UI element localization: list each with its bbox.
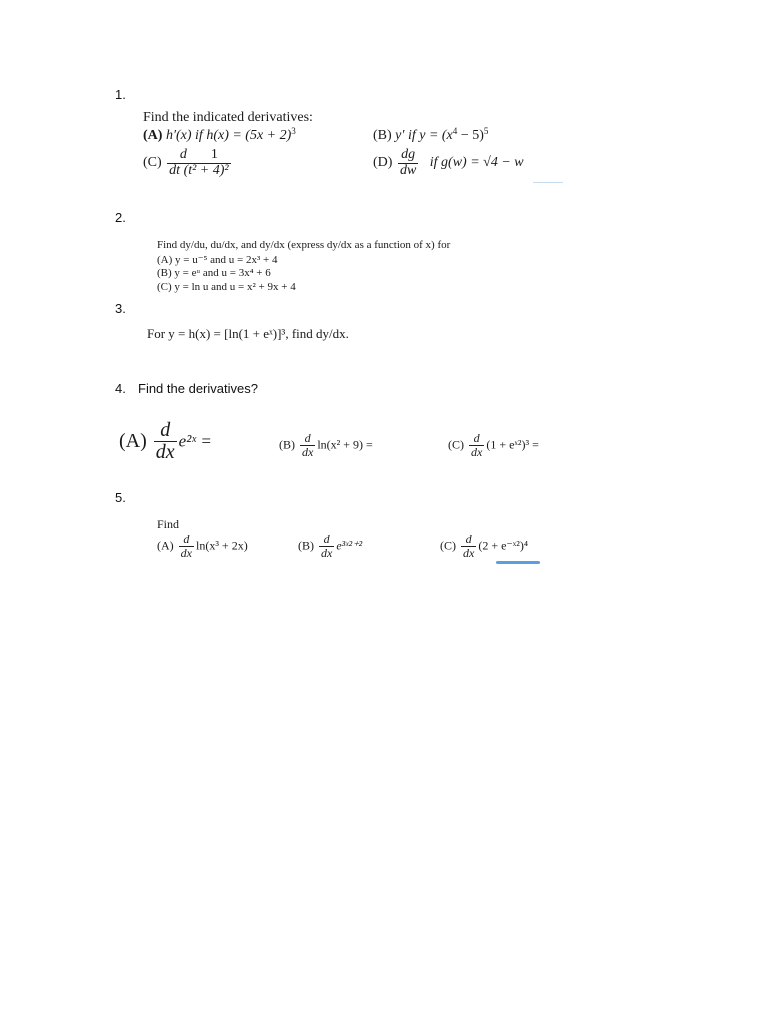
denominator: dx: [321, 545, 333, 560]
denominator: dx: [302, 444, 314, 459]
denominator: dx: [155, 441, 175, 463]
exponent: 4: [452, 126, 458, 136]
denominator: dx: [471, 444, 483, 459]
expression: e³ˣ²⁺²: [336, 538, 363, 553]
denominator-dt: dt: [169, 162, 181, 178]
derivative-fraction: [319, 533, 334, 559]
numerator: d: [323, 532, 330, 546]
problem-4-part-a: [119, 420, 212, 463]
numerator-d: d: [179, 147, 187, 162]
part-label: (C): [440, 538, 456, 553]
part-label: (B): [298, 538, 314, 553]
expression: y′ if y = (x: [395, 128, 453, 143]
expression: (1 + eˣ²)³ =: [486, 437, 539, 452]
numerator: d: [304, 431, 311, 445]
problem-5-part-a: [157, 533, 248, 559]
part-label: (C): [448, 437, 464, 452]
problem-3-text: For y = h(x) = [ln(1 + eˣ)]³, find dy/dx.: [147, 326, 349, 341]
derivative-fraction: [461, 533, 476, 559]
part-label: (B): [373, 128, 392, 143]
part-label: (B): [279, 437, 295, 452]
part-label: (A): [143, 128, 163, 143]
derivative-fraction: [469, 432, 484, 458]
derivative-fraction: [398, 148, 418, 178]
problem-2-part-b: (B) y = eᵘ and u = 3x⁴ + 6: [157, 267, 271, 279]
problem-4-title: Find the derivatives?: [138, 381, 258, 396]
denominator-expr: (t² + 4)²: [183, 162, 229, 178]
derivative-fraction: [300, 432, 315, 458]
problem-2-number: 2.: [115, 210, 126, 225]
denominator: dx: [180, 545, 192, 560]
denominator: dw: [399, 162, 417, 178]
exponent: 5: [483, 126, 489, 136]
numerator: d: [465, 532, 472, 546]
expression: ln(x³ + 2x): [196, 538, 248, 553]
derivative-fraction: [154, 420, 177, 463]
problem-1-part-a: [143, 128, 296, 144]
numerator: d: [160, 419, 171, 441]
part-label: (D): [373, 155, 393, 171]
expression-rest: − 5): [457, 128, 484, 143]
denominator: dx: [463, 545, 475, 560]
expression: e²ˣ =: [178, 431, 212, 451]
problem-4-part-c: [448, 432, 539, 458]
problem-5-part-b: [298, 533, 362, 559]
problem-1-number: 1.: [115, 87, 126, 102]
problem-5-part-c: [440, 533, 528, 559]
blue-underline: [496, 561, 540, 564]
problem-1-heading: Find the indicated derivatives:: [143, 110, 313, 125]
numerator-one: 1: [210, 147, 218, 162]
problem-5-heading: Find: [157, 517, 180, 531]
derivative-fraction: [179, 533, 194, 559]
exponent: 3: [291, 126, 296, 136]
problem-2-heading: Find dy/du, du/dx, and dy/dx (express dy/dx as a function of x) for: [157, 239, 451, 251]
problem-2-part-c: (C) y = ln u and u = x² + 9x + 4: [157, 281, 296, 293]
problem-4-number: 4.: [115, 381, 126, 396]
problem-4-part-b: [279, 432, 373, 458]
derivative-fraction: [167, 148, 230, 178]
expression: h′(x) if h(x) = (5x + 2): [165, 128, 292, 143]
problem-5-number: 5.: [115, 490, 126, 505]
problem-1-part-b: [373, 128, 488, 144]
problem-1-part-d: [373, 148, 524, 178]
part-label: (C): [143, 155, 162, 171]
numerator: d: [183, 532, 190, 546]
problem-2-part-a: (A) y = u⁻⁵ and u = 2x³ + 4: [157, 254, 278, 266]
part-label: (A): [119, 430, 147, 452]
expression: (2 + e⁻ˣ²)⁴: [478, 538, 528, 553]
expression: if g(w) = √4 − w: [429, 155, 524, 171]
problem-3-number: 3.: [115, 301, 126, 316]
part-label: (A): [157, 538, 174, 553]
numerator: d: [473, 431, 480, 445]
faint-underline: [533, 182, 563, 183]
problem-1-part-c: [143, 148, 233, 178]
expression: ln(x² + 9) =: [317, 437, 373, 452]
numerator: dg: [401, 147, 416, 162]
